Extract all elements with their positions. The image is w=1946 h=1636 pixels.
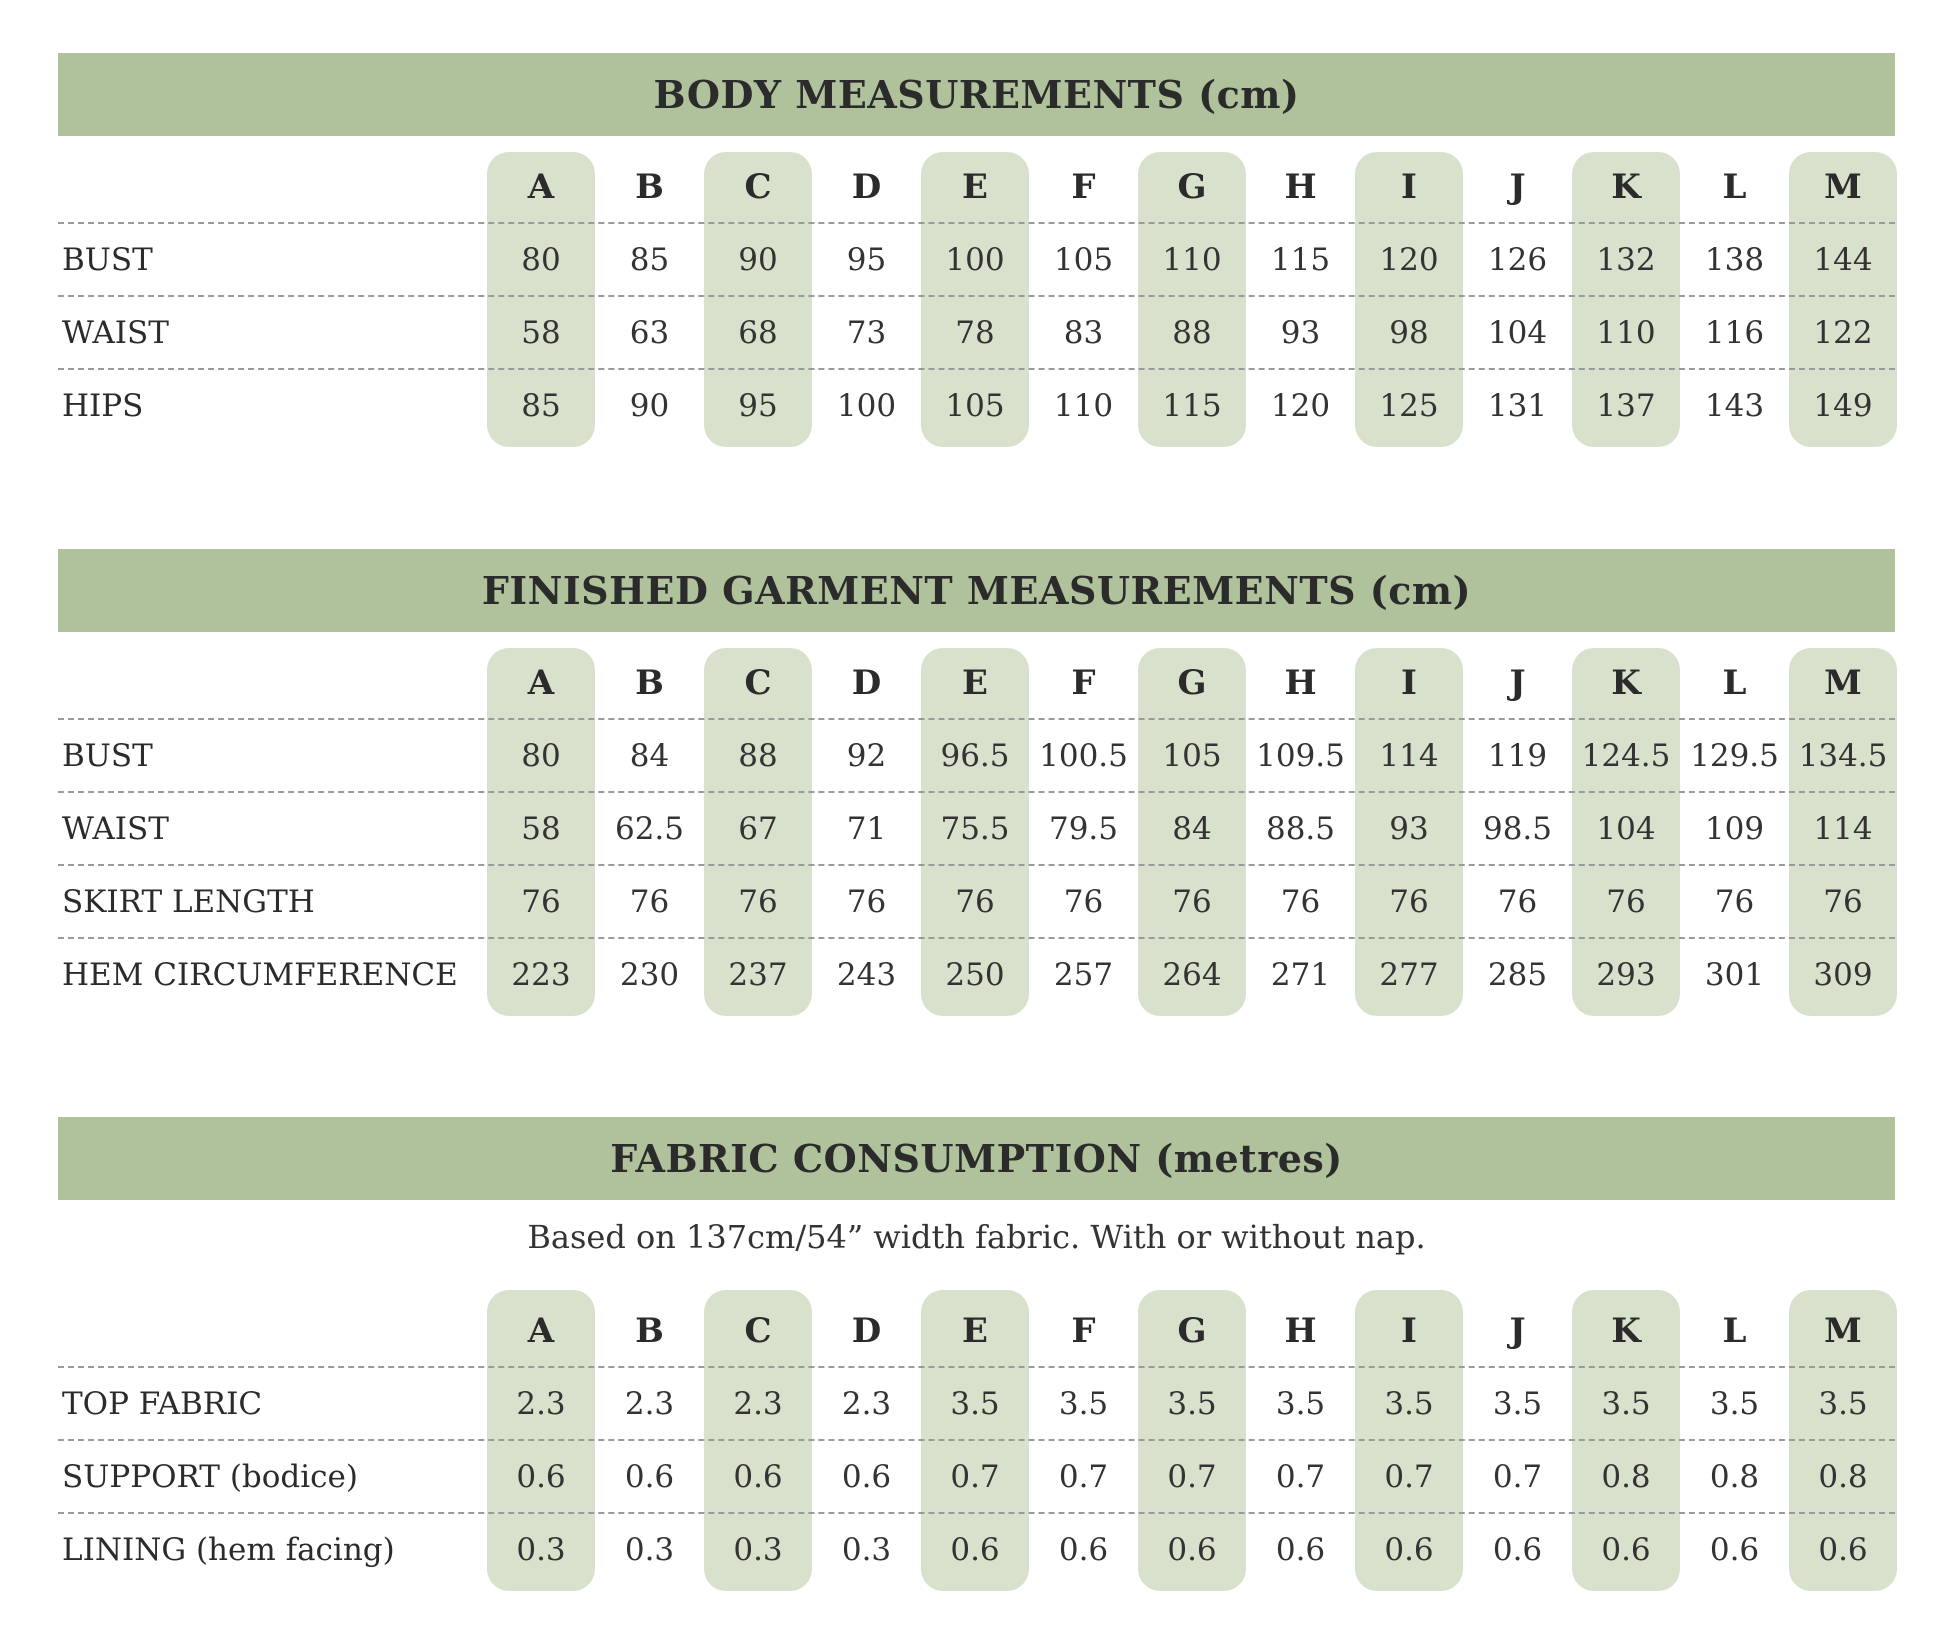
measurement-cell: 105 <box>1162 737 1222 774</box>
measurement-cell: 124.5 <box>1581 737 1671 774</box>
measurement-cell: 230 <box>619 956 680 993</box>
measurement-cell: 0.3 <box>516 1531 566 1568</box>
measurement-cell: 0.7 <box>1167 1458 1217 1495</box>
measurement-cell: 76 <box>1497 883 1538 920</box>
size-header: L <box>1722 662 1747 703</box>
row-label: SUPPORT (bodice) <box>62 1458 358 1495</box>
row-label: HEM CIRCUMFERENCE <box>62 956 458 993</box>
measurement-cell: 120 <box>1270 387 1331 424</box>
measurement-cell: 110 <box>1162 241 1222 278</box>
size-header: J <box>1509 662 1526 703</box>
row-label: BUST <box>62 737 153 774</box>
size-header: M <box>1824 166 1862 207</box>
measurement-cell: 98.5 <box>1482 810 1553 847</box>
row-label: BUST <box>62 241 153 278</box>
fabric-consumption-title: FABRIC CONSUMPTION (metres) <box>58 1117 1895 1200</box>
size-header: E <box>962 166 988 207</box>
size-header: F <box>1071 662 1096 703</box>
measurement-cell: 98 <box>1389 314 1429 351</box>
measurement-cell: 0.6 <box>1601 1531 1651 1568</box>
size-header: J <box>1509 166 1526 207</box>
measurement-cell: 76 <box>955 883 995 920</box>
row-label: SKIRT LENGTH <box>62 883 315 920</box>
measurement-cell: 105 <box>1053 241 1114 278</box>
measurement-cell: 62.5 <box>614 810 685 847</box>
measurement-cell: 243 <box>836 956 897 993</box>
size-header: C <box>744 166 772 207</box>
measurement-cell: 149 <box>1813 387 1873 424</box>
size-header: H <box>1284 662 1317 703</box>
measurement-cell: 67 <box>738 810 778 847</box>
measurement-cell: 109 <box>1704 810 1765 847</box>
measurement-cell: 58 <box>521 314 561 351</box>
measurement-cell: 85 <box>521 387 561 424</box>
row-label: WAIST <box>62 314 169 351</box>
measurement-cell: 76 <box>1280 883 1321 920</box>
measurement-cell: 223 <box>511 956 571 993</box>
measurement-cell: 0.8 <box>1601 1458 1651 1495</box>
size-header: G <box>1177 1310 1207 1351</box>
measurement-cell: 0.6 <box>1709 1531 1760 1568</box>
measurement-cell: 93 <box>1389 810 1429 847</box>
measurement-cell: 143 <box>1704 387 1765 424</box>
measurement-cell: 250 <box>945 956 1005 993</box>
measurement-cell: 119 <box>1487 737 1548 774</box>
measurement-cell: 122 <box>1813 314 1873 351</box>
row-label: WAIST <box>62 810 169 847</box>
measurement-cell: 0.7 <box>1384 1458 1434 1495</box>
size-header: C <box>744 1310 772 1351</box>
size-header: E <box>962 662 988 703</box>
size-header: K <box>1611 166 1641 207</box>
size-header: E <box>962 1310 988 1351</box>
measurement-cell: 301 <box>1704 956 1765 993</box>
measurement-cell: 0.6 <box>1275 1531 1326 1568</box>
measurement-cell: 0.3 <box>733 1531 783 1568</box>
measurement-cell: 3.5 <box>1275 1385 1326 1422</box>
size-header: L <box>1722 166 1747 207</box>
measurement-cell: 96.5 <box>940 737 1010 774</box>
size-header: B <box>635 1310 664 1351</box>
measurement-cell: 277 <box>1379 956 1439 993</box>
measurement-cell: 293 <box>1596 956 1656 993</box>
measurement-cell: 76 <box>1389 883 1429 920</box>
measurement-cell: 76 <box>1823 883 1863 920</box>
row-label: TOP FABRIC <box>62 1385 263 1422</box>
measurement-cell: 92 <box>846 737 887 774</box>
measurement-cell: 0.7 <box>1275 1458 1326 1495</box>
size-header: D <box>851 662 882 703</box>
measurement-cell: 114 <box>1379 737 1439 774</box>
measurement-cell: 3.5 <box>1492 1385 1543 1422</box>
measurement-cell: 137 <box>1596 387 1656 424</box>
measurement-cell: 0.6 <box>516 1458 566 1495</box>
measurement-cell: 2.3 <box>516 1385 566 1422</box>
size-header: A <box>527 166 555 207</box>
measurement-cell: 75.5 <box>940 810 1010 847</box>
body-measurements-title: BODY MEASUREMENTS (cm) <box>58 53 1895 136</box>
measurement-cell: 129.5 <box>1690 737 1779 774</box>
measurement-cell: 104 <box>1596 810 1656 847</box>
measurement-cell: 76 <box>521 883 561 920</box>
measurement-cell: 110 <box>1053 387 1114 424</box>
measurement-cell: 3.5 <box>950 1385 1000 1422</box>
measurement-cell: 0.6 <box>1492 1531 1543 1568</box>
measurement-cell: 100.5 <box>1039 737 1128 774</box>
measurement-cell: 138 <box>1704 241 1765 278</box>
measurement-cell: 76 <box>846 883 887 920</box>
measurement-cell: 131 <box>1487 387 1548 424</box>
finished-garment-title: FINISHED GARMENT MEASUREMENTS (cm) <box>58 549 1895 632</box>
row-label: LINING (hem facing) <box>62 1531 395 1568</box>
measurement-cell: 93 <box>1280 314 1321 351</box>
size-header: K <box>1611 662 1641 703</box>
size-header: K <box>1611 1310 1641 1351</box>
measurement-cell: 105 <box>945 387 1005 424</box>
measurement-cell: 237 <box>728 956 788 993</box>
measurement-cell: 125 <box>1379 387 1439 424</box>
measurement-cell: 84 <box>629 737 670 774</box>
measurement-cell: 71 <box>846 810 887 847</box>
size-header: I <box>1401 166 1417 207</box>
measurement-cell: 83 <box>1063 314 1104 351</box>
measurement-cell: 63 <box>629 314 670 351</box>
measurement-cell: 132 <box>1596 241 1656 278</box>
measurement-cell: 0.8 <box>1709 1458 1760 1495</box>
size-header: A <box>527 662 555 703</box>
measurement-cell: 144 <box>1813 241 1873 278</box>
fabric-note: Based on 137cm/54” width fabric. With or without nap. <box>527 1218 1426 1256</box>
measurement-cell: 0.6 <box>624 1458 675 1495</box>
measurement-cell: 80 <box>521 241 561 278</box>
measurement-cell: 0.6 <box>950 1531 1000 1568</box>
measurement-cell: 95 <box>738 387 778 424</box>
measurement-cell: 116 <box>1704 314 1765 351</box>
measurement-cell: 134.5 <box>1798 737 1888 774</box>
measurement-cell: 0.6 <box>841 1458 892 1495</box>
size-header: D <box>851 1310 882 1351</box>
measurement-cell: 3.5 <box>1601 1385 1651 1422</box>
measurement-cell: 257 <box>1053 956 1114 993</box>
measurement-cell: 90 <box>629 387 670 424</box>
measurement-cell: 3.5 <box>1818 1385 1868 1422</box>
size-header: H <box>1284 1310 1317 1351</box>
measurement-cell: 0.7 <box>950 1458 1000 1495</box>
measurement-cell: 88 <box>738 737 778 774</box>
measurement-cell: 76 <box>1714 883 1755 920</box>
size-header: G <box>1177 662 1207 703</box>
measurement-cell: 0.7 <box>1492 1458 1543 1495</box>
measurement-cell: 0.6 <box>1384 1531 1434 1568</box>
measurement-cell: 264 <box>1162 956 1222 993</box>
size-header: G <box>1177 166 1207 207</box>
measurement-cell: 0.6 <box>1167 1531 1217 1568</box>
measurement-cell: 110 <box>1596 314 1656 351</box>
size-header: J <box>1509 1310 1526 1351</box>
size-header: L <box>1722 1310 1747 1351</box>
measurement-cell: 90 <box>738 241 778 278</box>
measurement-cell: 0.7 <box>1058 1458 1109 1495</box>
measurement-cell: 88 <box>1172 314 1212 351</box>
measurement-cell: 309 <box>1813 956 1873 993</box>
size-header: I <box>1401 1310 1417 1351</box>
measurement-cell: 104 <box>1487 314 1548 351</box>
measurement-cell: 88.5 <box>1265 810 1336 847</box>
size-header: F <box>1071 166 1096 207</box>
measurement-cell: 115 <box>1270 241 1331 278</box>
measurement-cell: 100 <box>836 387 897 424</box>
measurement-cell: 285 <box>1487 956 1548 993</box>
size-header: H <box>1284 166 1317 207</box>
measurement-cell: 95 <box>846 241 887 278</box>
measurement-cell: 0.6 <box>733 1458 783 1495</box>
measurement-cell: 0.8 <box>1818 1458 1868 1495</box>
measurement-cell: 58 <box>521 810 561 847</box>
measurement-cell: 2.3 <box>841 1385 892 1422</box>
size-header: C <box>744 662 772 703</box>
measurement-cell: 80 <box>521 737 561 774</box>
measurement-cell: 76 <box>738 883 778 920</box>
measurement-cell: 85 <box>629 241 670 278</box>
measurement-cell: 120 <box>1379 241 1439 278</box>
size-header: M <box>1824 1310 1862 1351</box>
measurement-cell: 76 <box>1063 883 1104 920</box>
measurement-cell: 2.3 <box>624 1385 675 1422</box>
measurement-cell: 2.3 <box>733 1385 783 1422</box>
measurement-cell: 76 <box>1606 883 1646 920</box>
measurement-cell: 115 <box>1162 387 1222 424</box>
measurement-cell: 114 <box>1813 810 1873 847</box>
measurement-cell: 3.5 <box>1167 1385 1217 1422</box>
measurement-cell: 84 <box>1172 810 1212 847</box>
measurement-cell: 126 <box>1487 241 1548 278</box>
size-header: M <box>1824 662 1862 703</box>
measurement-cell: 0.3 <box>624 1531 675 1568</box>
size-header: D <box>851 166 882 207</box>
measurement-cell: 0.3 <box>841 1531 892 1568</box>
measurement-cell: 76 <box>629 883 670 920</box>
measurement-cell: 78 <box>955 314 995 351</box>
measurement-cell: 271 <box>1270 956 1331 993</box>
size-header: F <box>1071 1310 1096 1351</box>
measurement-cell: 68 <box>738 314 778 351</box>
measurement-cell: 3.5 <box>1058 1385 1109 1422</box>
size-header: B <box>635 166 664 207</box>
measurement-cell: 3.5 <box>1384 1385 1434 1422</box>
size-header: A <box>527 1310 555 1351</box>
measurement-cell: 0.6 <box>1818 1531 1868 1568</box>
measurement-cell: 0.6 <box>1058 1531 1109 1568</box>
measurement-cell: 109.5 <box>1256 737 1345 774</box>
measurement-cell: 79.5 <box>1048 810 1119 847</box>
row-label: HIPS <box>62 387 144 424</box>
measurement-cell: 73 <box>846 314 887 351</box>
measurement-cell: 76 <box>1172 883 1212 920</box>
measurement-cell: 100 <box>945 241 1005 278</box>
size-header: B <box>635 662 664 703</box>
size-header: I <box>1401 662 1417 703</box>
measurement-cell: 3.5 <box>1709 1385 1760 1422</box>
